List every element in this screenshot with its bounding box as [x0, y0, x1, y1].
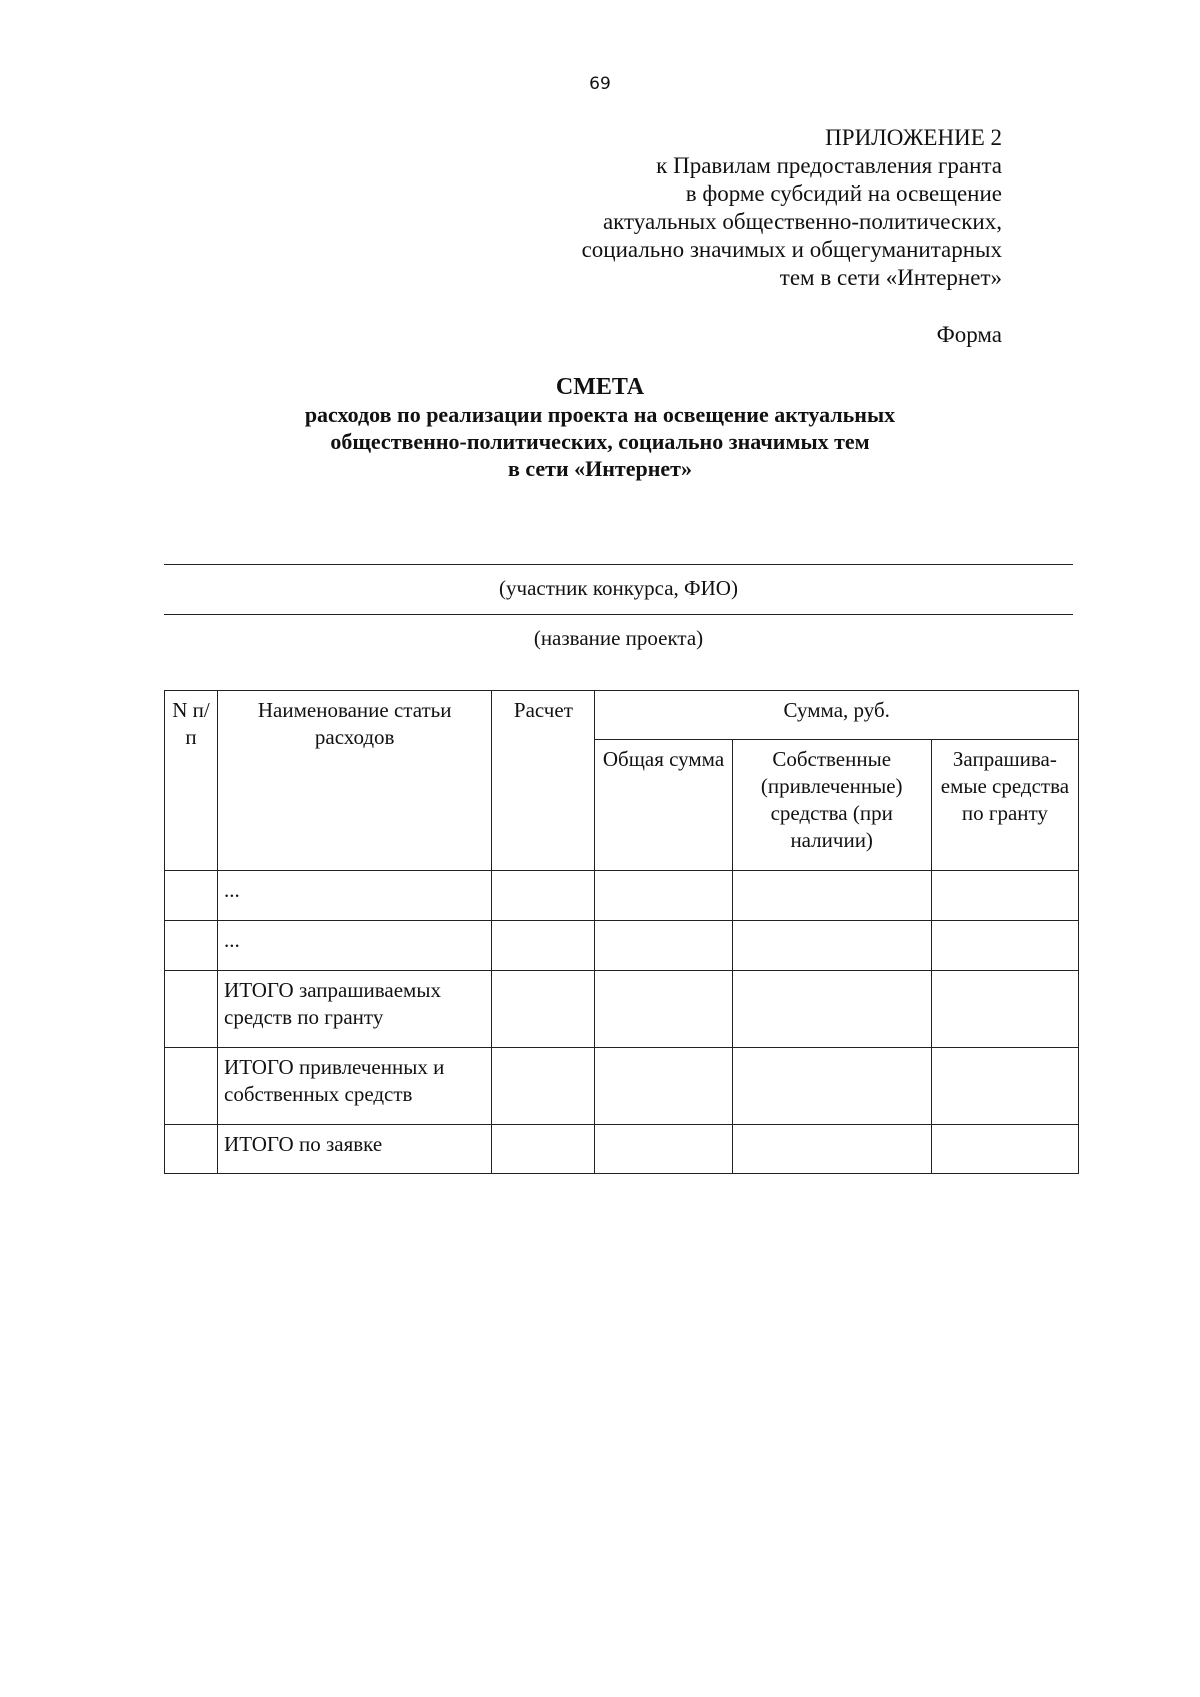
table-header-row	[165, 691, 1079, 740]
participant-caption: (участник конкурса, ФИО)	[499, 576, 738, 600]
header-total: Общая сумма	[595, 740, 732, 871]
table-row	[165, 971, 1079, 1048]
cell-total[interactable]	[595, 1125, 732, 1174]
cell-calc[interactable]	[492, 971, 595, 1048]
cell-name: ИТОГО запрашиваемых средств по гранту	[218, 971, 492, 1048]
appendix-block	[582, 124, 1002, 292]
cell-requested[interactable]	[931, 971, 1078, 1048]
title-line: расходов по реализации проекта на освещение актуальных	[304, 402, 896, 427]
cell-name: ИТОГО по заявке	[218, 1125, 492, 1174]
cell-total[interactable]	[595, 1048, 732, 1125]
form-label: Форма	[936, 322, 1002, 347]
project-caption: (название проекта)	[533, 626, 704, 650]
cell-num[interactable]	[165, 971, 218, 1048]
cell-own[interactable]	[732, 1048, 931, 1125]
appendix-line: тем в сети «Интернет»	[779, 265, 1002, 290]
header-own: Собственные (привлеченные) средства (при наличии)	[732, 740, 931, 871]
appendix-line: к Правилам предоставления гранта	[656, 153, 1002, 178]
cell-calc[interactable]	[492, 1048, 595, 1125]
cell-requested[interactable]	[931, 1048, 1078, 1125]
table-row	[165, 1048, 1079, 1125]
cell-requested[interactable]	[931, 871, 1078, 921]
cell-total[interactable]	[595, 871, 732, 921]
cell-calc[interactable]	[492, 871, 595, 921]
cell-total[interactable]	[595, 921, 732, 971]
cell-own[interactable]	[732, 1125, 931, 1174]
title-line: общественно-политических, социально значимых тем	[330, 429, 870, 454]
cell-total[interactable]	[595, 971, 732, 1048]
cell-calc[interactable]	[492, 921, 595, 971]
participant-line[interactable]	[164, 564, 1073, 565]
budget-table	[164, 690, 1079, 1174]
document-title	[0, 374, 1200, 482]
title-main: СМЕТА	[555, 374, 645, 400]
cell-calc[interactable]	[492, 1125, 595, 1174]
header-num: N п/п	[165, 691, 218, 871]
table-row	[165, 871, 1079, 921]
header-calc: Расчет	[492, 691, 595, 871]
header-sum: Сумма, руб.	[595, 691, 1079, 740]
appendix-line: социально значимых и общегуманитарных	[581, 237, 1002, 262]
cell-own[interactable]	[732, 871, 931, 921]
appendix-line: актуальных общественно-политических,	[602, 209, 1002, 234]
appendix-line: ПРИЛОЖЕНИЕ 2	[825, 125, 1002, 150]
cell-num[interactable]	[165, 921, 218, 971]
appendix-line: в форме субсидий на освещение	[685, 181, 1002, 206]
cell-name[interactable]: ...	[218, 871, 492, 921]
project-name-line[interactable]	[164, 614, 1073, 615]
page-number: 69	[589, 74, 611, 94]
title-line: в сети «Интернет»	[507, 456, 692, 481]
cell-num[interactable]	[165, 871, 218, 921]
header-name: Наименование статьи расходов	[218, 691, 492, 871]
cell-num[interactable]	[165, 1125, 218, 1174]
cell-own[interactable]	[732, 971, 931, 1048]
cell-own[interactable]	[732, 921, 931, 971]
cell-name: ИТОГО привлеченных и собственных средств	[218, 1048, 492, 1125]
header-requested: Запрашива-емые средства по гранту	[931, 740, 1078, 871]
table-row	[165, 921, 1079, 971]
table-row	[165, 1125, 1079, 1174]
cell-requested[interactable]	[931, 921, 1078, 971]
cell-num[interactable]	[165, 1048, 218, 1125]
cell-requested[interactable]	[931, 1125, 1078, 1174]
cell-name[interactable]: ...	[218, 921, 492, 971]
